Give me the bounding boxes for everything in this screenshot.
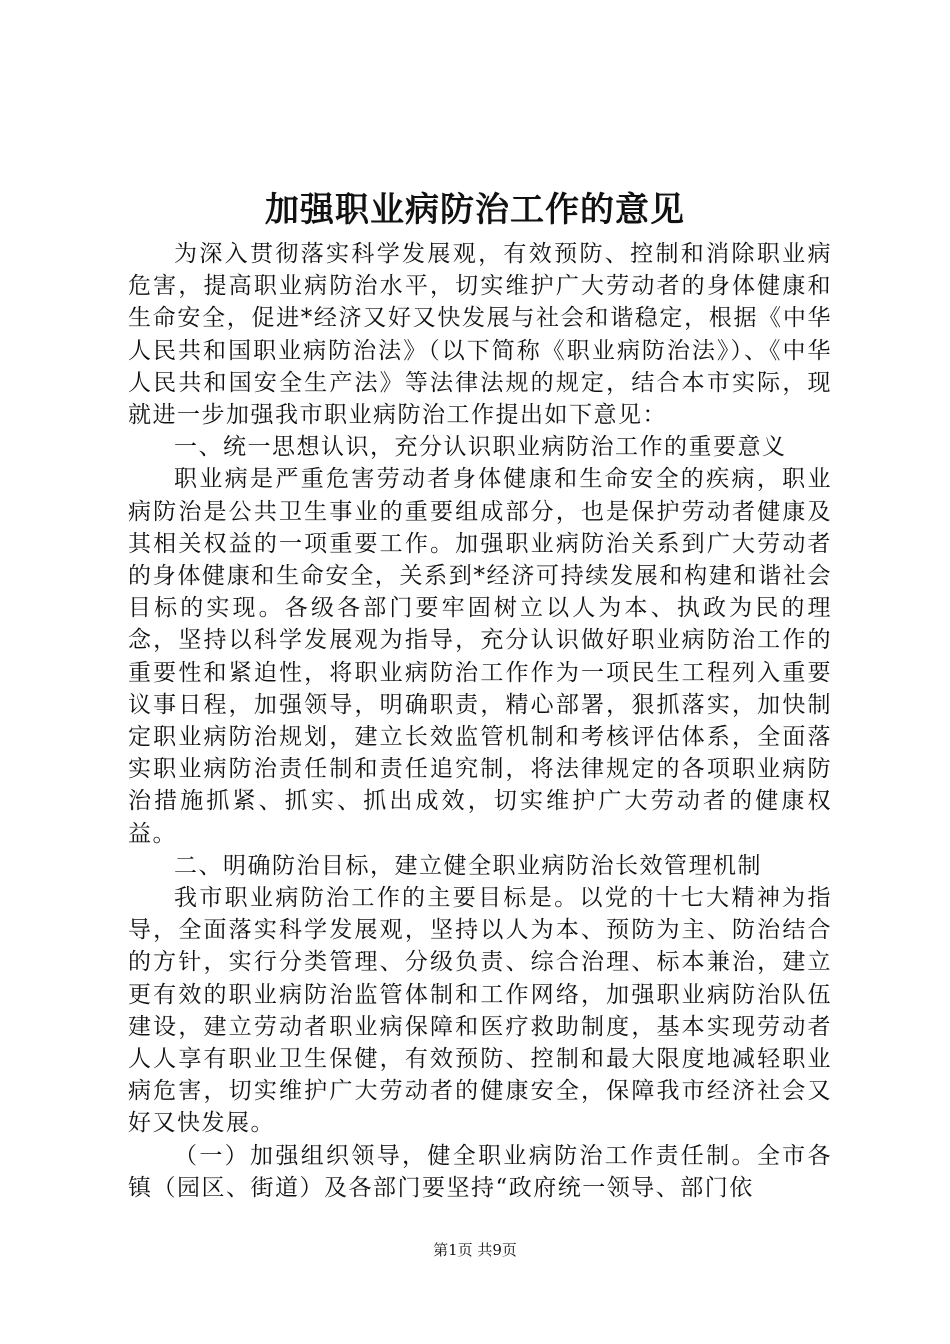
section-heading-1: 一、统一思想认识，充分认识职业病防治工作的重要意义: [174, 434, 787, 461]
document-title: 加强职业病防治工作的意见: [265, 190, 685, 230]
paragraph-section-1: 职业病是严重危害劳动者身体健康和生命安全的疾病，职业病防治是公共卫生事业的重要组成部分，也是保护劳动者健康及其相关权益的一项重要工作。加强职业病防治关系到广大劳动者的身体健康和生命安全，关系到*经济可持续发展和构建和谐社会目标的实现。各级各部门要牢固树立以人为本、执政为民的理念，坚持以科学发展观为指导，充分认识做好职业病防治工作的重要性和紧迫性，将职业病防治工作作为一项民生工程列入重要议事日程，加强领导，明确职责，精心部署，狠抓落实，加快制定职业病防治规划，建立长效监管机制和考核评估体系，全面落实职业病防治责任制和责任追究制，将法律规定的各项职业病防治措施抓紧、抓实、抓出成效，切实维护广大劳动者的健康权益。: [128, 466, 832, 847]
paragraph-subsection-1: （一）加强组织领导，健全职业病防治工作责任制。全市各镇（园区、街道）及各部门要坚持“政府统一领导、部门依: [128, 1142, 832, 1201]
document-body: [128, 238, 832, 1204]
paragraph-intro: 为深入贯彻落实科学发展观，有效预防、控制和消除职业病危害，提高职业病防治水平，切实维护广大劳动者的身体健康和生命安全，促进*经济又好又快发展与社会和谐稳定，根据《中华人民共和国职业病防治法》（以下简称《职业病防治法》）、《中华人民共和国安全生产法》等法律法规的规定，结合本市实际，现就进一步加强我市职业病防治工作提出如下意见：: [128, 241, 832, 429]
paragraph-section-2: 我市职业病防治工作的主要目标是。以党的十七大精神为指导，全面落实科学发展观，坚持以人为本、预防为主、防治结合的方针，实行分类管理、分级负责、综合治理、标本兼治，建立更有效的职业病防治监管体制和工作网络，加强职业病防治队伍建设，建立劳动者职业病保障和医疗救助制度，基本实现劳动者人人享有职业卫生保健，有效预防、控制和最大限度地减轻职业病危害，切实维护广大劳动者的健康安全，保障我市经济社会又好又快发展。: [128, 885, 832, 1137]
section-heading-2: 二、明确防治目标，建立健全职业病防治长效管理机制: [174, 852, 762, 879]
page-number: 第1页 共9页: [433, 1241, 517, 1259]
